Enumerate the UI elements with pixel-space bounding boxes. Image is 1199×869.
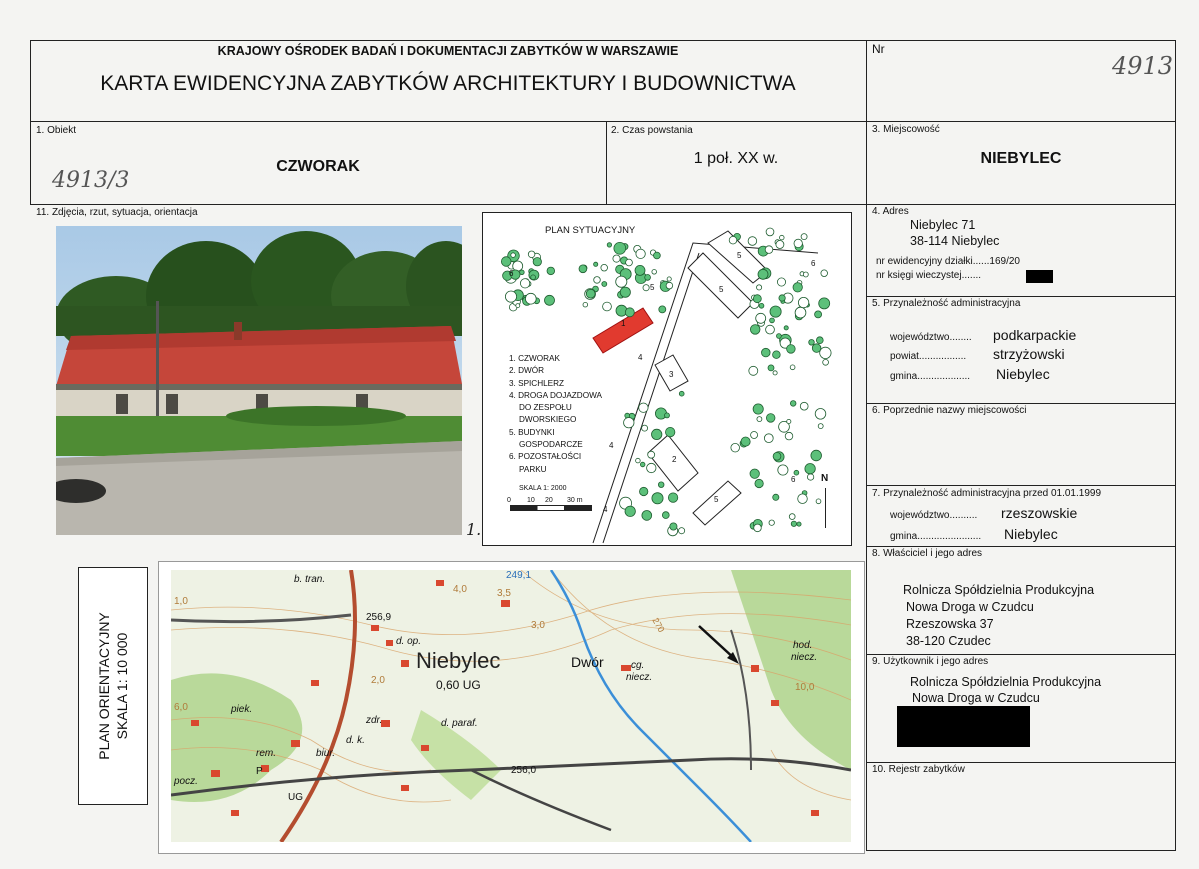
legend-item: 6. POZOSTAŁOŚCI bbox=[509, 452, 582, 462]
legend-item: 4. DROGA DOJAZDOWA bbox=[509, 390, 602, 400]
legend-item: PARKU bbox=[519, 464, 547, 474]
institution-name: KRAJOWY OŚRODEK BADAŃ I DOKUMENTACJI ZABYTKÓW W WARSZAWIE bbox=[217, 44, 679, 58]
tree-symbol bbox=[652, 270, 657, 275]
tree-symbol bbox=[758, 269, 768, 279]
tree-symbol bbox=[765, 246, 773, 254]
tree-symbol bbox=[818, 424, 823, 429]
przed1999-gmina-label: gmina....................... bbox=[890, 531, 982, 542]
tree-symbol bbox=[645, 275, 651, 281]
uzytkownik-label: 9. Użytkownik i jego adres bbox=[872, 656, 989, 667]
legend-item: DO ZESPOŁU bbox=[519, 403, 572, 413]
tree-symbol bbox=[586, 289, 595, 298]
plan-number: 3 bbox=[669, 370, 674, 379]
nr-handwritten: 4913 bbox=[1112, 52, 1174, 80]
map-label: zdr. bbox=[366, 715, 383, 726]
miejscowosc-value: NIEBYLEC bbox=[980, 150, 1062, 167]
address-line: Rolnicza Spółdzielnia Produkcyjna bbox=[903, 583, 1095, 597]
map-label: b. tran. bbox=[294, 574, 326, 585]
map-label: niecz. bbox=[626, 672, 653, 683]
plan-number: 4 bbox=[603, 505, 608, 514]
tree-symbol bbox=[748, 237, 757, 246]
tree-symbol bbox=[525, 293, 536, 304]
tree-symbol bbox=[511, 253, 516, 258]
photo-illustration bbox=[56, 226, 462, 535]
scale-tick: 20 bbox=[545, 497, 553, 504]
legend-item: 3. SPICHLERZ bbox=[509, 378, 565, 388]
tree-symbol bbox=[616, 276, 627, 287]
legend-item: 1. CZWORAK bbox=[509, 354, 560, 363]
miejscowosc-label: 3. Miejscowość bbox=[872, 124, 940, 135]
map-label: 1,0 bbox=[174, 596, 188, 607]
gmina-label: gmina................... bbox=[890, 371, 971, 382]
tree-symbol bbox=[679, 391, 684, 396]
north-arrow-icon bbox=[825, 488, 826, 528]
plan-orientacyjny-title: PLAN ORIENTACYJNY bbox=[96, 612, 112, 760]
adres-line2: 38-114 Niebylec bbox=[910, 234, 1000, 248]
tree-symbol bbox=[816, 337, 823, 344]
tree-symbol bbox=[679, 528, 685, 534]
tree-symbol bbox=[790, 401, 796, 407]
tree-symbol bbox=[755, 479, 763, 487]
legend-item: 2. DWÓR bbox=[509, 366, 545, 376]
przed1999-label: 7. Przynależność administracyjna przed 01.01.1999 bbox=[872, 488, 1102, 499]
tree-symbol bbox=[654, 252, 661, 259]
tree-symbol bbox=[820, 347, 831, 358]
nr-label: Nr bbox=[872, 42, 885, 56]
legend-item: 5. BUDYNKI bbox=[509, 427, 555, 437]
map-drawing bbox=[171, 570, 851, 842]
przed1999-woj-value: rzeszowskie bbox=[1001, 505, 1078, 521]
plan-number: 4 bbox=[638, 353, 643, 362]
tree-symbol bbox=[602, 282, 607, 287]
tree-symbol bbox=[797, 522, 801, 526]
tree-symbol bbox=[756, 313, 766, 323]
map-label: d. paraf. bbox=[441, 718, 478, 729]
site-plan-scale: SKALA 1: 2000 bbox=[519, 485, 567, 492]
tree-symbol bbox=[668, 493, 677, 502]
map-label: UG bbox=[288, 792, 303, 803]
tree-symbol bbox=[757, 417, 762, 422]
map-label: piek. bbox=[231, 704, 253, 715]
map-label: d. op. bbox=[396, 636, 422, 647]
tree-symbol bbox=[620, 287, 630, 297]
tree-symbol bbox=[809, 340, 815, 346]
map-label: 249,1 bbox=[506, 570, 532, 581]
map-label: pocz. bbox=[174, 776, 198, 787]
tree-symbol bbox=[766, 325, 775, 334]
tree-symbol bbox=[624, 418, 634, 428]
tree-symbol bbox=[531, 275, 536, 280]
scale-tick: 30 m bbox=[567, 497, 583, 504]
woj-label: województwo........ bbox=[890, 332, 972, 343]
tree-symbol bbox=[520, 279, 529, 288]
tree-symbol bbox=[659, 306, 666, 313]
tree-symbol bbox=[777, 278, 785, 286]
przynaleznosc-label: 5. Przynależność administracyjna bbox=[872, 298, 1021, 309]
frame-bottom-right bbox=[866, 850, 1176, 851]
tree-symbol bbox=[662, 512, 669, 519]
map-label: 3,5 bbox=[497, 588, 511, 599]
tree-symbol bbox=[779, 295, 785, 301]
tree-symbol bbox=[513, 261, 523, 271]
tree-symbol bbox=[753, 404, 763, 414]
plan-number: 5 bbox=[737, 251, 742, 260]
tree-symbol bbox=[648, 451, 655, 458]
map-label: 6,0 bbox=[174, 702, 188, 713]
tree-symbol bbox=[579, 265, 587, 273]
tree-symbol bbox=[800, 402, 808, 410]
tree-symbol bbox=[791, 521, 796, 526]
tree-symbol bbox=[773, 351, 781, 359]
tree-symbol bbox=[636, 458, 641, 463]
adres-line1: Niebylec 71 bbox=[910, 218, 976, 232]
wlasciciel-address bbox=[903, 582, 1094, 650]
plan-orientacyjny-scale: SKALA 1: 10 000 bbox=[114, 632, 130, 740]
czas-label: 2. Czas powstania bbox=[611, 125, 693, 136]
tree-symbol bbox=[613, 255, 620, 262]
tree-symbol bbox=[770, 306, 781, 317]
scale-tick: 10 bbox=[527, 497, 535, 504]
plan-number: 1 bbox=[621, 319, 626, 328]
tree-symbol bbox=[769, 520, 774, 525]
tree-symbol bbox=[807, 474, 813, 480]
tree-symbol bbox=[750, 325, 760, 335]
tree-symbol bbox=[773, 452, 781, 460]
tree-symbol bbox=[643, 285, 649, 291]
address-line: Nowa Droga w Czudcu bbox=[912, 691, 1040, 705]
map-label: biur. bbox=[316, 748, 336, 759]
site-plan-legend bbox=[509, 353, 602, 476]
row-divider-7 bbox=[866, 546, 1176, 547]
tree-symbol bbox=[670, 523, 677, 530]
map-label: 270 bbox=[650, 615, 667, 635]
row-divider-4 bbox=[866, 296, 1176, 297]
tree-symbol bbox=[603, 302, 612, 311]
plan-orientacyjny-caption bbox=[95, 612, 131, 760]
tree-symbol bbox=[583, 302, 588, 307]
przed1999-gmina-value: Niebylec bbox=[1004, 526, 1058, 542]
legend-item: DWORSKIEGO bbox=[519, 415, 577, 425]
tree-symbol bbox=[642, 511, 652, 521]
tree-symbol bbox=[666, 427, 675, 436]
scale-tick: 0 bbox=[507, 497, 511, 504]
rejestr-label: 10. Rejestr zabytków bbox=[872, 764, 965, 775]
tree-symbol bbox=[785, 432, 793, 440]
map-label: 0,60 UG bbox=[436, 678, 481, 692]
obiekt-handwritten: 4913/3 bbox=[52, 168, 130, 193]
map-label: 256,0 bbox=[511, 765, 537, 776]
address-line: 38-120 Czudec bbox=[906, 634, 991, 648]
wlasciciel-label: 8. Właściciel i jego adres bbox=[872, 548, 983, 559]
frame-header-bottom bbox=[30, 121, 1175, 122]
tree-symbol bbox=[815, 311, 822, 318]
legend-item: GOSPODARCZE bbox=[519, 440, 583, 450]
tree-symbol bbox=[625, 506, 635, 516]
tree-symbol bbox=[547, 267, 555, 275]
dzialka: nr ewidencyjny działki......169/20 bbox=[876, 256, 1020, 267]
tree-symbol bbox=[773, 494, 779, 500]
tree-symbol bbox=[811, 450, 822, 461]
tree-symbol bbox=[528, 251, 535, 258]
tree-symbol bbox=[647, 463, 656, 472]
obiekt-label: 1. Obiekt bbox=[36, 125, 77, 136]
tree-symbol bbox=[777, 334, 782, 339]
tree-symbol bbox=[793, 283, 802, 292]
tree-symbol bbox=[652, 493, 663, 504]
zdjecia-label: 11. Zdjęcia, rzut, sytuacja, orientacja bbox=[36, 207, 198, 218]
map-label: rem. bbox=[256, 748, 276, 759]
tree-symbol bbox=[794, 239, 802, 247]
tree-symbol bbox=[749, 366, 758, 375]
poprzednie-label: 6. Poprzednie nazwy miejscowości bbox=[872, 405, 1027, 416]
address-line: Nowa Droga w Czudcu bbox=[906, 600, 1034, 614]
tree-symbol bbox=[665, 413, 670, 418]
tree-symbol bbox=[780, 235, 785, 240]
tree-symbol bbox=[757, 285, 762, 290]
map-label: 3,0 bbox=[531, 620, 545, 631]
tree-symbol bbox=[601, 264, 608, 271]
tree-symbol bbox=[652, 429, 662, 439]
map-label: 256,9 bbox=[366, 612, 392, 623]
tree-symbol bbox=[754, 524, 762, 532]
tree-symbol bbox=[795, 307, 806, 318]
tree-symbol bbox=[766, 414, 775, 423]
tree-symbol bbox=[640, 462, 645, 467]
tree-symbol bbox=[636, 249, 645, 258]
plan-number: 5 bbox=[650, 283, 655, 292]
card-title: KARTA EWIDENCYJNA ZABYTKÓW ARCHITEKTURY I BUDOWNICTWA bbox=[100, 72, 796, 95]
plan-sytuacyjny-title: PLAN SYTUACYJNY bbox=[545, 225, 636, 236]
tree-symbol bbox=[778, 465, 788, 475]
tree-symbol bbox=[764, 434, 773, 443]
tree-symbol bbox=[545, 295, 555, 305]
tree-symbol bbox=[750, 469, 759, 478]
plan-number: 5 bbox=[719, 285, 724, 294]
tree-symbol bbox=[639, 403, 648, 412]
tree-symbol bbox=[787, 419, 791, 423]
tree-symbol bbox=[821, 270, 828, 277]
tree-symbol bbox=[729, 236, 737, 244]
tree-symbol bbox=[801, 234, 807, 240]
scale-bar bbox=[510, 505, 592, 511]
tree-symbol bbox=[798, 494, 808, 504]
tree-symbol bbox=[759, 303, 764, 308]
plan-orientacyjny-box bbox=[78, 567, 148, 805]
tree-symbol bbox=[805, 464, 815, 474]
tree-symbol bbox=[776, 241, 784, 249]
map-label: Dwór bbox=[571, 654, 604, 670]
tree-symbol bbox=[658, 482, 664, 488]
plan-number: 6 bbox=[791, 475, 796, 484]
tree-symbol bbox=[766, 228, 774, 236]
photo-number: 1. bbox=[466, 520, 482, 539]
tree-symbol bbox=[666, 282, 673, 289]
map-label: 4,0 bbox=[453, 584, 467, 595]
tree-symbol bbox=[770, 318, 775, 323]
topographic-map bbox=[171, 570, 851, 842]
tree-symbol bbox=[789, 514, 795, 520]
tree-symbol bbox=[819, 298, 830, 309]
tree-symbol bbox=[625, 308, 634, 317]
tree-symbol bbox=[787, 345, 796, 354]
plan-number: 5 bbox=[714, 495, 719, 504]
tree-symbol bbox=[667, 277, 671, 281]
map-label: hod. bbox=[793, 640, 813, 651]
powiat-value: strzyżowski bbox=[993, 346, 1065, 362]
tree-symbol bbox=[594, 277, 601, 284]
tree-symbol bbox=[635, 265, 645, 275]
tree-symbol bbox=[762, 348, 771, 357]
tree-symbol bbox=[768, 365, 774, 371]
plan-number: 6 bbox=[509, 269, 514, 278]
address-line: Rzeszowska 37 bbox=[906, 617, 994, 631]
tree-symbol bbox=[516, 304, 520, 308]
redaction-box bbox=[897, 706, 1030, 747]
powiat-label: powiat................. bbox=[890, 351, 967, 362]
tree-symbol bbox=[773, 371, 777, 375]
plan-number: 2 bbox=[672, 455, 677, 464]
plan-number: 4 bbox=[609, 441, 614, 450]
woj-value: podkarpackie bbox=[993, 327, 1077, 343]
map-label: 10,0 bbox=[795, 682, 815, 693]
adres-label: 4. Adres bbox=[872, 206, 909, 217]
czas-value: 1 poł. XX w. bbox=[693, 150, 779, 167]
tree-symbol bbox=[784, 326, 788, 330]
row-divider-8 bbox=[866, 654, 1176, 655]
map-label: d. k. bbox=[346, 735, 365, 746]
obiekt-value: CZWORAK bbox=[276, 158, 360, 175]
tree-symbol bbox=[505, 291, 516, 302]
building-photo bbox=[56, 226, 462, 535]
tree-symbol bbox=[741, 437, 750, 446]
tree-symbol bbox=[816, 499, 821, 504]
map-label: niecz. bbox=[791, 652, 818, 663]
row-divider-9 bbox=[866, 762, 1176, 763]
north-label: N bbox=[821, 473, 829, 484]
tree-symbol bbox=[751, 432, 758, 439]
tree-symbol bbox=[823, 359, 829, 365]
row-divider-6 bbox=[866, 485, 1176, 486]
tree-symbol bbox=[501, 257, 511, 267]
topographic-map-frame bbox=[158, 561, 865, 854]
tree-symbol bbox=[790, 365, 795, 370]
tree-symbol bbox=[798, 297, 808, 307]
address-line: Rolnicza Spółdzielnia Produkcyjna bbox=[910, 675, 1102, 689]
frame-top bbox=[30, 40, 1175, 41]
tree-symbol bbox=[642, 425, 648, 431]
plan-sytuacyjny-box bbox=[482, 212, 852, 546]
tree-symbol bbox=[640, 487, 648, 495]
tree-symbol bbox=[626, 259, 633, 266]
tree-symbol bbox=[753, 295, 761, 303]
map-town-label: Niebylec bbox=[416, 648, 501, 673]
uzytkownik-address bbox=[910, 674, 1101, 706]
map-label: P bbox=[256, 766, 263, 777]
ksiega: nr księgi wieczystej....... bbox=[876, 270, 982, 281]
frame-left bbox=[30, 40, 31, 205]
plan-number: 6 bbox=[811, 259, 816, 268]
gmina-value: Niebylec bbox=[996, 366, 1050, 382]
przed1999-woj-label: województwo.......... bbox=[890, 510, 978, 521]
redaction-box bbox=[1026, 270, 1053, 283]
tree-symbol bbox=[607, 243, 611, 247]
row-divider-5 bbox=[866, 403, 1176, 404]
map-label: cg. bbox=[631, 660, 645, 671]
tree-symbol bbox=[594, 262, 598, 266]
tree-symbol bbox=[614, 242, 626, 254]
tree-symbol bbox=[731, 443, 740, 452]
tree-symbol bbox=[803, 272, 808, 277]
frame-row1-bottom bbox=[30, 204, 1175, 205]
map-label: 2,0 bbox=[371, 675, 385, 686]
tree-symbol bbox=[533, 258, 541, 266]
tree-symbol bbox=[815, 409, 826, 420]
